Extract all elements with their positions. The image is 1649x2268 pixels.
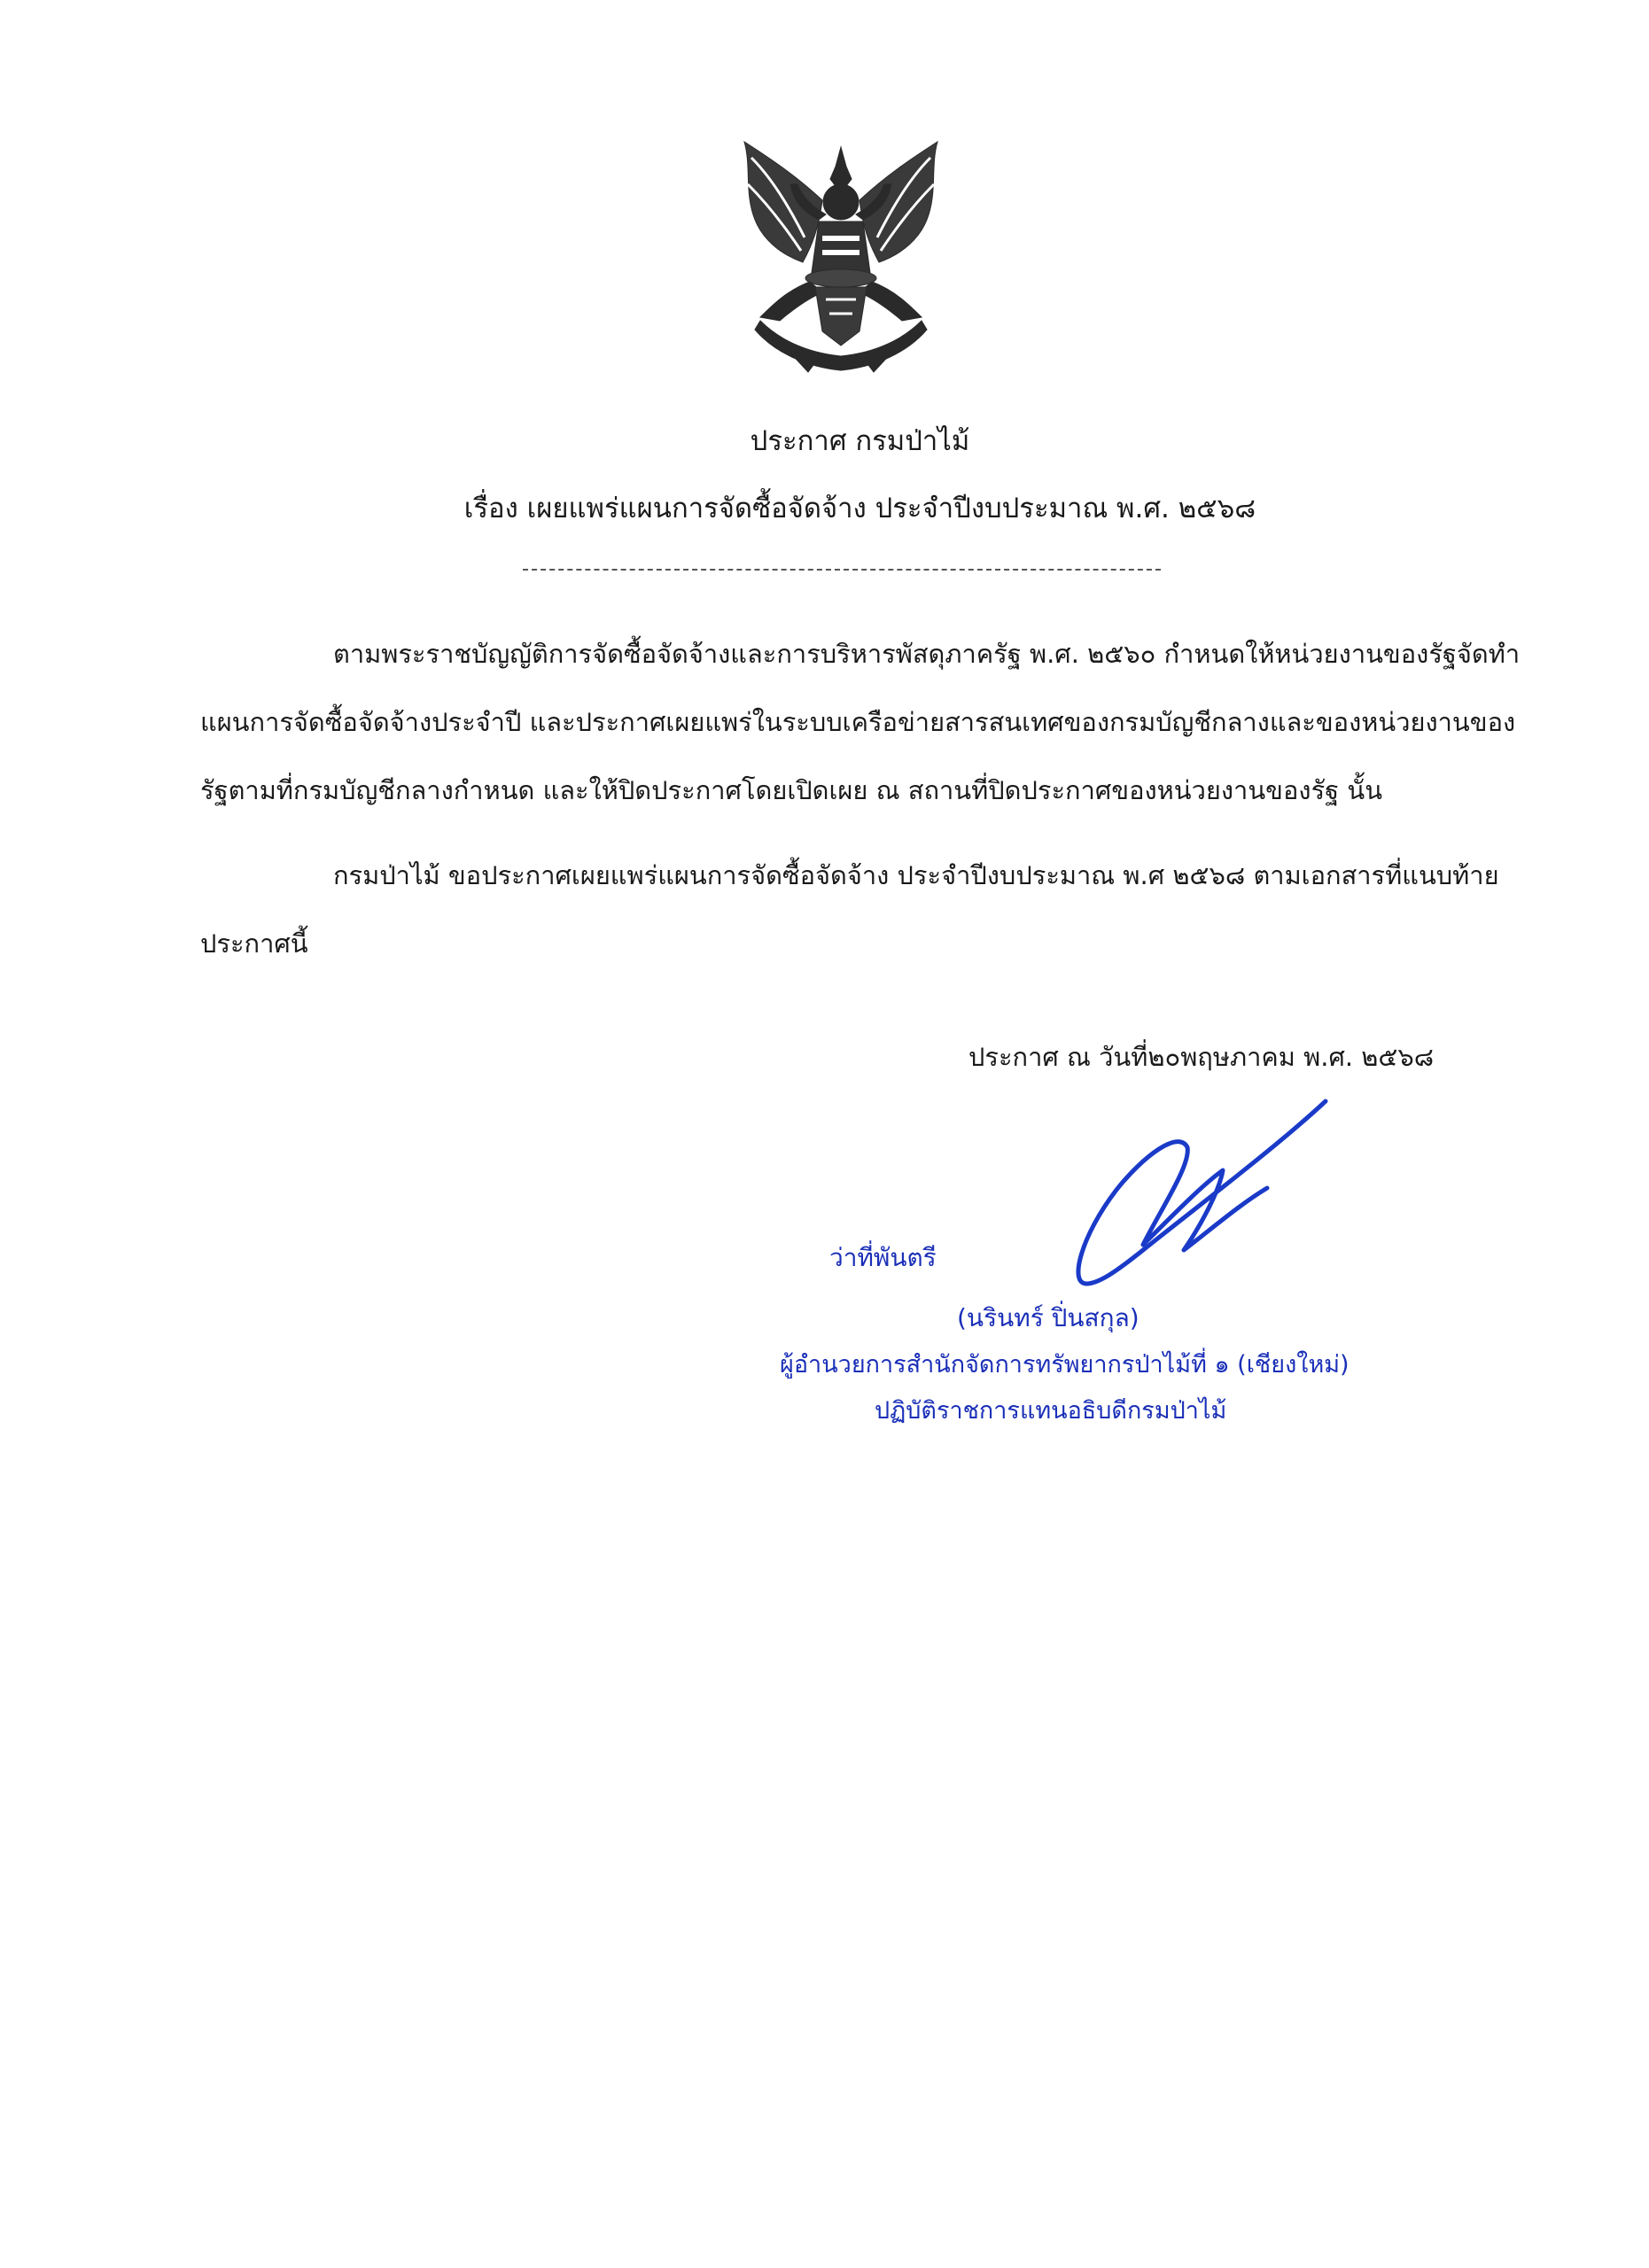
signer-name: (นรินทร์ ปิ่นสกุล) xyxy=(957,1303,1140,1332)
handwritten-signature xyxy=(1010,1094,1347,1307)
body-paragraph: ตามพระราชบัญญัติการจัดซื้อจัดจ้างและการบริหารพัสดุภาครัฐ พ.ศ. ๒๕๖๐ กำหนดให้หน่วยงานของรัฐจัดทำแผนการจัดซื้อจัดจ้างประจำปี และประกาศเผยแพร่ในระบบเครือข่ายสารสนเทศของกรมบัญชีกลางและของหน่วยงานของรัฐตามที่กรมบัญชีกลางกำหนด และให้ปิดประกาศโดยเปิดเผย ณ สถานที่ปิดประกาศของหน่วยงานของรัฐ นั้น xyxy=(200,639,1521,805)
signer-rank: ว่าที่พันตรี xyxy=(829,1243,937,1272)
announcement-date: ประกาศ ณ วันที่๒๐พฤษภาคม พ.ศ. ๒๕๖๘ xyxy=(968,1042,1435,1072)
divider-line xyxy=(523,569,1161,571)
signer-acting-role: ปฏิบัติราชการแทนอธิบดีกรมป่าไม้ xyxy=(875,1397,1227,1425)
body-paragraph: กรมป่าไม้ ขอประกาศเผยแพร่แผนการจัดซื้อจัดจ้าง ประจำปีงบประมาณ พ.ศ ๒๕๖๘ ตามเอกสารที่แนบท้ายประกาศนี้ xyxy=(200,860,1499,959)
signer-position: ผู้อำนวยการสำนักจัดการทรัพยากรป่าไม้ที่ ๑ (เชียงใหม่) xyxy=(780,1351,1350,1379)
announcement-subject: เรื่อง เผยแพร่แผนการจัดซื้อจัดจ้าง ประจำปีงบประมาณ พ.ศ. ๒๕๖๘ xyxy=(463,493,1256,524)
announcement-title: ประกาศ กรมป่าไม้ xyxy=(750,425,970,457)
garuda-emblem-icon xyxy=(734,140,948,377)
